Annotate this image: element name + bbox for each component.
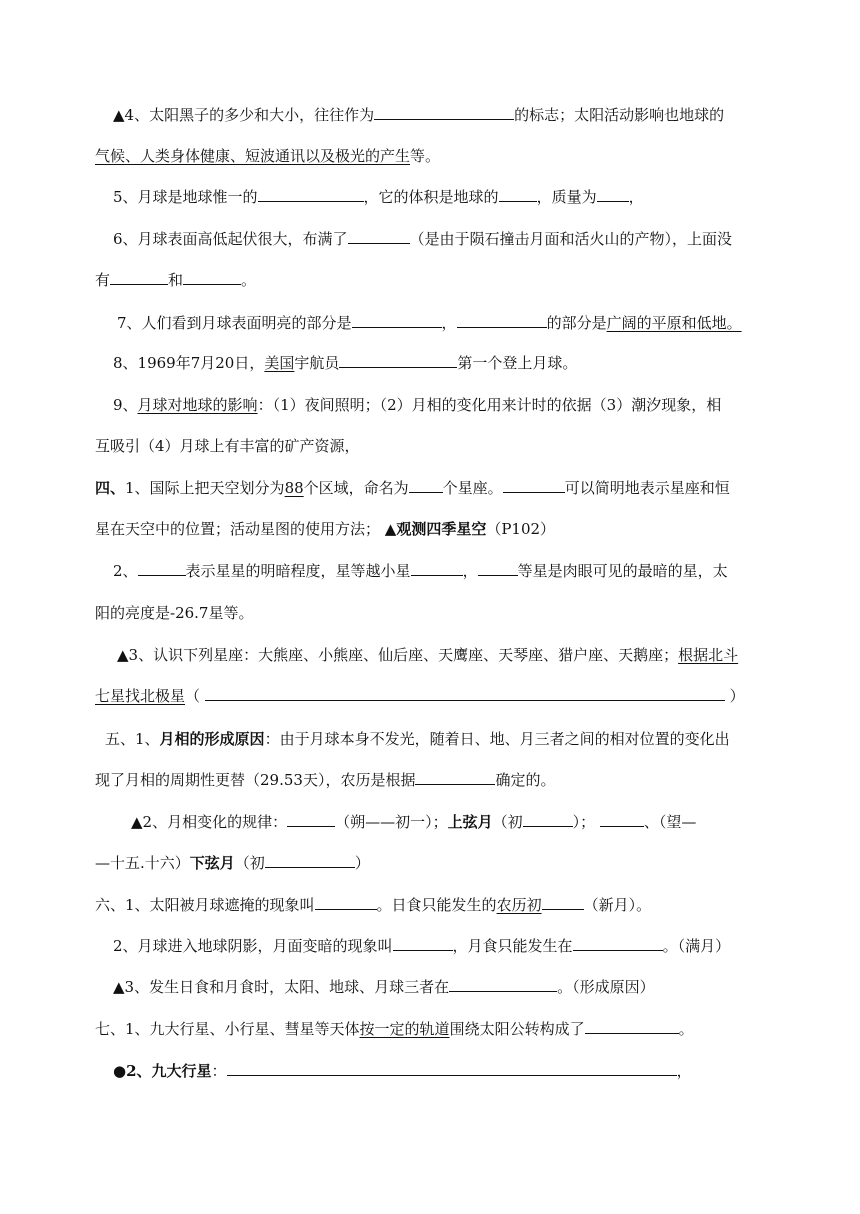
text-segment: 表示星星的明暗程度，星等越小星 xyxy=(185,562,411,580)
fill-in-blank[interactable] xyxy=(411,561,463,576)
underlined-text: 根据北斗 xyxy=(678,646,739,664)
text-line xyxy=(95,229,765,249)
text-segment: 个区域，命名为 xyxy=(303,479,409,497)
text-line xyxy=(95,105,765,125)
text-segment: 阳的亮度是-26.7星等。 xyxy=(95,604,254,622)
text-segment: ）； xyxy=(572,813,600,831)
text-segment: 1、国际上把天空划分为 xyxy=(125,479,285,497)
text-line xyxy=(95,895,765,915)
text-line xyxy=(95,729,765,749)
fill-in-blank[interactable] xyxy=(265,853,355,868)
text-line xyxy=(95,1019,765,1039)
text-segment: 互吸引（4）月球上有丰富的矿产资源， xyxy=(95,437,360,455)
bold-text: 月相的形成原因 xyxy=(159,730,265,748)
text-segment: 、（望— xyxy=(643,813,697,831)
fill-in-blank[interactable] xyxy=(339,353,457,368)
fill-in-blank[interactable] xyxy=(352,313,442,328)
text-segment: 有 xyxy=(95,271,111,289)
text-segment: 8、1969年7月20日， xyxy=(113,354,265,372)
text-segment: 。 xyxy=(241,271,257,289)
fill-in-blank[interactable] xyxy=(542,895,584,910)
fill-in-blank[interactable] xyxy=(138,561,186,576)
fill-in-blank[interactable] xyxy=(374,105,514,120)
text-segment: ▲4、太阳黑子的多少和大小，往往作为 xyxy=(113,106,375,124)
text-segment: 。日食只能发生的 xyxy=(376,896,497,914)
text-segment: 五、1、 xyxy=(105,730,160,748)
text-segment: 。（满月） xyxy=(662,937,731,955)
bold-text: ▲观测四季星空 xyxy=(384,520,487,538)
text-segment: （初 xyxy=(234,854,265,872)
text-segment: ） xyxy=(724,687,745,705)
fill-in-blank[interactable] xyxy=(415,770,495,785)
text-segment: 确定的。 xyxy=(495,771,556,789)
underlined-text: 广阔的平原和低地。 xyxy=(606,314,742,332)
bold-text: 九大行星 xyxy=(151,1062,212,1080)
text-segment: 星在天空中的位置；活动星图的使用方法； xyxy=(95,520,385,538)
fill-in-blank[interactable] xyxy=(600,812,644,827)
underlined-text: 月球对地球的影响 xyxy=(137,396,258,414)
underlined-text: 美国 xyxy=(264,354,295,372)
text-segment: ，它的体积是地球的 xyxy=(363,188,499,206)
text-segment: ， xyxy=(676,1062,692,1080)
text-segment: 第一个登上月球。 xyxy=(457,354,578,372)
bold-text: 上弦月 xyxy=(447,813,493,831)
text-line xyxy=(95,353,765,373)
text-segment: 围绕太阳公转构成了 xyxy=(449,1020,585,1038)
text-segment: ，质量为 xyxy=(536,188,597,206)
text-segment: ▲3、发生日食和月食时，太阳、地球、月球三者在 xyxy=(113,978,450,996)
text-line xyxy=(95,645,765,665)
text-segment: ， xyxy=(462,562,478,580)
text-segment: 和 xyxy=(168,271,184,289)
text-segment: 可以简明地表示星座和恒 xyxy=(564,479,730,497)
text-segment: 等。 xyxy=(410,147,441,165)
fill-in-blank[interactable] xyxy=(449,977,557,992)
fill-in-blank[interactable] xyxy=(478,561,518,576)
text-segment: 5、月球是地球惟一的 xyxy=(113,188,258,206)
text-segment: 等星是肉眼可见的最暗的星，太 xyxy=(517,562,728,580)
fill-in-blank[interactable] xyxy=(499,187,537,202)
text-line xyxy=(95,270,765,290)
text-line xyxy=(95,936,765,956)
text-segment: 2、月球进入地球阴影，月面变暗的现象叫 xyxy=(113,937,393,955)
text-segment: ，月食只能发生在 xyxy=(452,937,573,955)
text-segment: 七、1、九大行星、小行星、彗星等天体 xyxy=(95,1020,360,1038)
text-line xyxy=(95,561,765,581)
fill-in-blank[interactable] xyxy=(110,270,168,285)
text-segment: 的部分是 xyxy=(546,314,607,332)
fill-in-blank[interactable] xyxy=(457,313,547,328)
text-segment: ， xyxy=(628,188,644,206)
fill-in-blank[interactable] xyxy=(315,895,377,910)
text-line xyxy=(95,313,765,333)
text-line xyxy=(95,812,765,832)
text-segment: ： xyxy=(211,1062,227,1080)
fill-in-blank[interactable] xyxy=(287,812,335,827)
fill-in-blank[interactable] xyxy=(503,478,565,493)
text-segment: （初 xyxy=(492,813,523,831)
fill-in-blank[interactable] xyxy=(597,187,629,202)
text-line xyxy=(95,603,765,623)
text-line xyxy=(95,146,765,166)
fill-in-blank[interactable] xyxy=(227,1061,677,1076)
text-segment: 。 xyxy=(678,1020,694,1038)
underlined-text: 88 xyxy=(284,479,304,497)
fill-in-blank[interactable] xyxy=(205,686,725,701)
text-line xyxy=(95,853,765,873)
text-segment: ▲2、月相变化的规律： xyxy=(131,813,288,831)
text-segment: （ xyxy=(185,687,205,705)
text-segment: ：由于月球本身不发光，随着日、地、月三者之间的相对位置的变化出 xyxy=(264,730,730,748)
fill-in-blank[interactable] xyxy=(409,478,443,493)
text-segment: 9、 xyxy=(113,396,138,414)
fill-in-blank[interactable] xyxy=(183,270,241,285)
underlined-text: 按一定的轨道 xyxy=(359,1020,450,1038)
text-line xyxy=(95,770,765,790)
fill-in-blank[interactable] xyxy=(393,936,453,951)
fill-in-blank[interactable] xyxy=(258,187,364,202)
text-segment: （新月）。 xyxy=(583,896,652,914)
text-line xyxy=(95,686,765,706)
underlined-text: 七星找北极星 xyxy=(95,687,186,705)
text-segment: （朔——初一）； xyxy=(335,813,448,831)
bold-text: 四、 xyxy=(95,479,126,497)
text-segment: ） xyxy=(354,854,370,872)
text-line xyxy=(95,395,765,415)
text-segment: 现了月相的周期性更替（29.53天），农历是根据 xyxy=(95,771,416,789)
fill-in-blank[interactable] xyxy=(348,229,410,244)
fill-in-blank[interactable] xyxy=(585,1019,679,1034)
text-line xyxy=(95,187,765,207)
text-segment: 个星座。 xyxy=(442,479,503,497)
fill-in-blank[interactable] xyxy=(573,936,663,951)
text-segment: （是由于陨石撞击月面和活火山的产物），上面没 xyxy=(409,230,733,248)
text-segment: 。（形成原因） xyxy=(557,978,655,996)
text-segment: ：（1）夜间照明；（2）月相的变化用来计时的依据（3）潮汐现象，相 xyxy=(257,396,722,414)
text-segment: 6、月球表面高低起伏很大，布满了 xyxy=(113,230,348,248)
text-segment: ， xyxy=(441,314,457,332)
text-line xyxy=(95,519,765,539)
text-segment: 宇航员 xyxy=(294,354,340,372)
text-segment: —十五.十六） xyxy=(95,854,190,872)
text-line xyxy=(95,478,765,498)
text-line xyxy=(95,1061,765,1081)
text-line xyxy=(95,436,765,456)
bold-text: 下弦月 xyxy=(189,854,235,872)
text-line xyxy=(95,977,765,997)
text-segment: 六、1、太阳被月球遮掩的现象叫 xyxy=(95,896,315,914)
fill-in-blank[interactable] xyxy=(523,812,573,827)
text-segment: （P102） xyxy=(486,520,556,538)
bold-text: ●2、 xyxy=(113,1062,152,1080)
text-segment: 的标志；太阳活动影响也地球的 xyxy=(514,106,725,124)
text-segment: 7、人们看到月球表面明亮的部分是 xyxy=(117,314,352,332)
text-segment: 2、 xyxy=(113,562,138,580)
underlined-text: 气候、人类身体健康、短波通讯以及极光的产生 xyxy=(95,147,411,165)
underlined-text: 农历初 xyxy=(496,896,542,914)
text-segment: ▲3、认识下列星座：大熊座、小熊座、仙后座、天鹰座、天琴座、猎户座、天鹅座； xyxy=(117,646,679,664)
